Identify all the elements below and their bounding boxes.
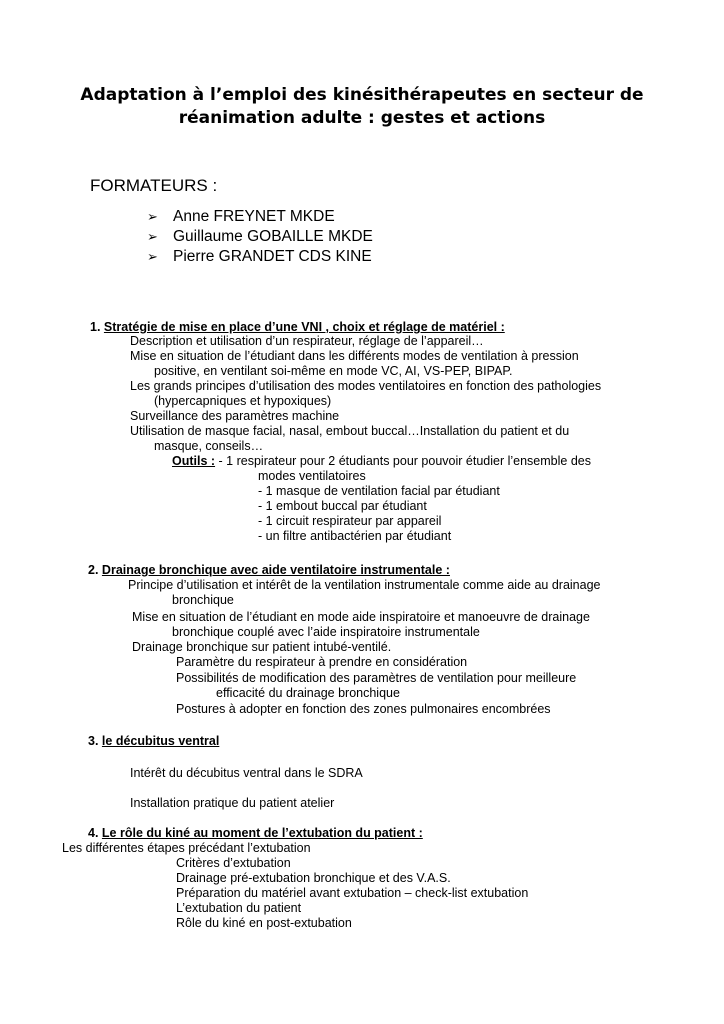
section-1-line: (hypercapniques et hypoxiques) [154,394,332,408]
section-2-line: Drainage bronchique sur patient intubé-ventilé. [132,640,392,654]
outils-line: Outils : - 1 respirateur pour 2 étudiants pour pouvoir étudier l’ensemble des [172,454,591,468]
section-3-heading: 3. le décubitus ventral [88,734,220,748]
section-4-line: Les différentes étapes précédant l’extubation [62,841,311,855]
list-item: ➢ Guillaume GOBAILLE MKDE [147,228,373,245]
formateurs-heading: FORMATEURS : [90,176,218,195]
section-2-line: Mise en situation de l’étudiant en mode aide inspiratoire et manoeuvre de drainage [132,610,590,624]
section-2-line: Principe d’utilisation et intérêt de la ventilation instrumentale comme aide au drainage [128,578,601,592]
section-2-line: efficacité du drainage bronchique [216,686,400,700]
outils-line: - 1 embout buccal par étudiant [258,499,427,513]
section-1-line: masque, conseils… [154,439,264,453]
section-4-line: Rôle du kiné en post-extubation [176,916,352,930]
section-2-heading: 2. Drainage bronchique avec aide ventilatoire instrumentale : [88,563,450,577]
section-2-line: Postures à adopter en fonction des zones pulmonaires encombrées [176,702,551,716]
trainer-list [147,207,373,267]
section-1-line: positive, en ventilant soi-même en mode VC, AI, VS-PEP, BIPAP. [154,364,513,378]
section-4-heading: 4. Le rôle du kiné au moment de l’extubation du patient : [88,826,423,840]
section-3-line: Intérêt du décubitus ventral dans le SDRA [130,766,363,780]
section-4-line: Drainage pré-extubation bronchique et des V.A.S. [176,871,451,885]
title-line-2: réanimation adulte : gestes et actions [178,108,546,128]
arrow-bullet-icon: ➢ [147,249,158,264]
arrow-bullet-icon: ➢ [147,209,158,224]
list-item: ➢ Pierre GRANDET CDS KINE [147,248,372,265]
section-1-line: Les grands principes d’utilisation des modes ventilatoires en fonction des pathologies [130,379,602,393]
section-2-line: bronchique [172,593,234,607]
outils-line: - 1 circuit respirateur par appareil [258,514,442,528]
list-item: ➢ Anne FREYNET MKDE [147,208,335,225]
section-1-line: Surveillance des paramètres machine [130,409,340,423]
section-2-line: bronchique couplé avec l’aide inspiratoire instrumentale [172,625,480,639]
section-4-line: L’extubation du patient [176,901,302,915]
section-1-heading: 1. Stratégie de mise en place d’une VNI , choix et réglage de matériel : [90,320,505,334]
section-1-line: Mise en situation de l’étudiant dans les différents modes de ventilation à pression [130,349,579,363]
page-title [0,84,724,130]
outils-label: Outils : [172,454,216,468]
outils-line: - 1 masque de ventilation facial par étudiant [258,484,500,498]
section-2-line: Paramètre du respirateur à prendre en considération [176,655,468,669]
section-4-line: Préparation du matériel avant extubation – check-list extubation [176,886,529,900]
section-4-line: Critères d’extubation [176,856,291,870]
title-line-1: Adaptation à l’emploi des kinésithérapeutes en secteur de [80,85,644,105]
arrow-bullet-icon: ➢ [147,229,158,244]
outils-line: modes ventilatoires [258,469,366,483]
outils-line: - un filtre antibactérien par étudiant [258,529,452,543]
section-2-line: Possibilités de modification des paramètres de ventilation pour meilleure [176,671,577,685]
section-3-line: Installation pratique du patient atelier [130,796,335,810]
section-1-line: Description et utilisation d’un respirateur, réglage de l’appareil… [130,334,484,348]
section-1-line: Utilisation de masque facial, nasal, embout buccal…Installation du patient et du [130,424,570,438]
